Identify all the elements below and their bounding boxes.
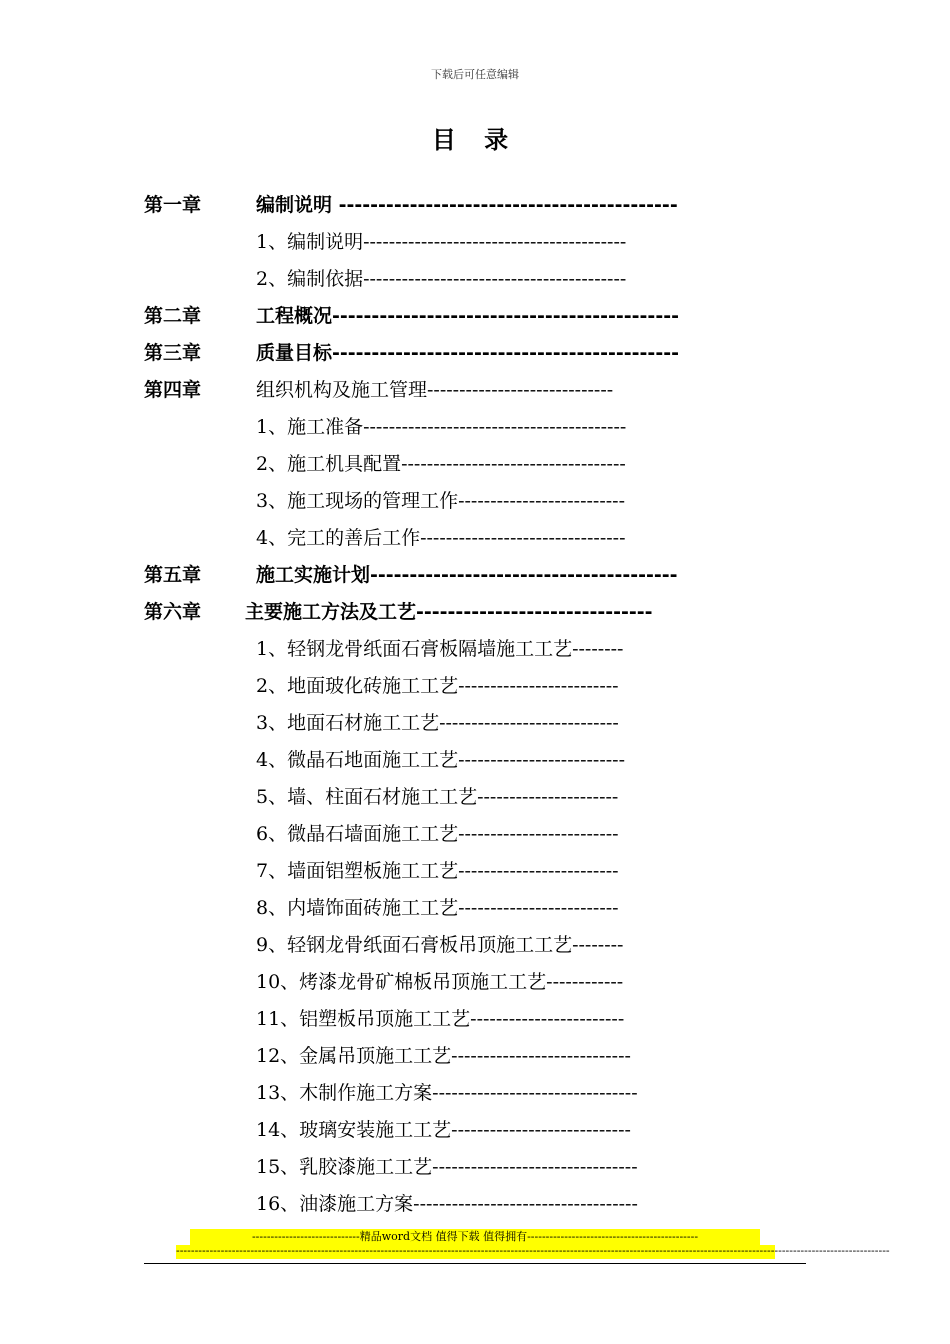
toc-item-title: 6、微晶石墙面施工工艺-------------------------	[256, 823, 619, 845]
toc-item-title: 13、木制作施工方案--------------------------------	[256, 1082, 638, 1104]
toc-chapter-title: 施工实施计划---------------------------------------	[256, 564, 678, 586]
toc-item-title: 8、内墙饰面砖施工工艺-------------------------	[256, 897, 619, 919]
footer-watermark-line: -----------------------------精品word文档 值得下载 值得拥有----------------------------------------------	[190, 1229, 760, 1245]
toc-item-title: 10、烤漆龙骨矿棉板吊顶施工工艺------------	[256, 971, 624, 993]
toc-item-title: 1、编制说明-----------------------------------------	[256, 231, 627, 253]
toc-chapter-number: 第六章	[144, 601, 202, 623]
footer-rule	[144, 1263, 806, 1264]
toc-chapter-title: 工程概况--------------------------------------------	[256, 305, 679, 327]
toc-item-title: 2、地面玻化砖施工工艺-------------------------	[256, 675, 619, 697]
toc-item-title: 7、墙面铝塑板施工工艺-------------------------	[256, 860, 619, 882]
toc-item-title: 14、玻璃安装施工工艺----------------------------	[256, 1119, 631, 1141]
toc-item-title: 2、施工机具配置-----------------------------------	[256, 453, 626, 475]
toc-chapter-title: 主要施工方法及工艺------------------------------	[245, 601, 653, 623]
toc-item-title: 5、墙、柱面石材施工工艺----------------------	[256, 786, 619, 808]
toc-item-title: 4、完工的善后工作--------------------------------	[256, 527, 626, 549]
toc-item-title: 1、施工准备-----------------------------------------	[256, 416, 627, 438]
toc-chapter-number: 第二章	[144, 305, 202, 327]
toc-chapter-title: 组织机构及施工管理-----------------------------	[256, 379, 614, 401]
toc-chapter-title: 编制说明 -------------------------------------------	[256, 194, 678, 216]
toc-item-title: 11、铝塑板吊顶施工工艺------------------------	[256, 1008, 625, 1030]
page-header-note: 下载后可任意编辑	[431, 68, 519, 81]
toc-item-title: 9、轻钢龙骨纸面石膏板吊顶施工工艺--------	[256, 934, 624, 956]
toc-item-title: 3、施工现场的管理工作--------------------------	[256, 490, 626, 512]
toc-item-title: 4、微晶石地面施工工艺--------------------------	[256, 749, 626, 771]
toc-item-title: 1、轻钢龙骨纸面石膏板隔墙施工工艺--------	[256, 638, 624, 660]
toc-item-title: 2、编制依据-----------------------------------------	[256, 268, 627, 290]
footer-dash-line: ------------------------------------------------------------------------------------------------------------------------------------------------------------------------------------------------	[176, 1244, 890, 1257]
toc-item-title: 16、油漆施工方案-----------------------------------	[256, 1193, 638, 1215]
toc-chapter-number: 第三章	[144, 342, 202, 364]
toc-item-title: 12、金属吊顶施工工艺----------------------------	[256, 1045, 631, 1067]
toc-item-title: 15、乳胶漆施工工艺--------------------------------	[256, 1156, 638, 1178]
toc-chapter-number: 第一章	[144, 194, 202, 216]
toc-item-title: 3、地面石材施工工艺----------------------------	[256, 712, 619, 734]
toc-chapter-number: 第五章	[144, 564, 202, 586]
toc-chapter-number: 第四章	[144, 379, 202, 401]
page-title: 目 录	[431, 125, 519, 154]
toc-chapter-title: 质量目标--------------------------------------------	[256, 342, 679, 364]
